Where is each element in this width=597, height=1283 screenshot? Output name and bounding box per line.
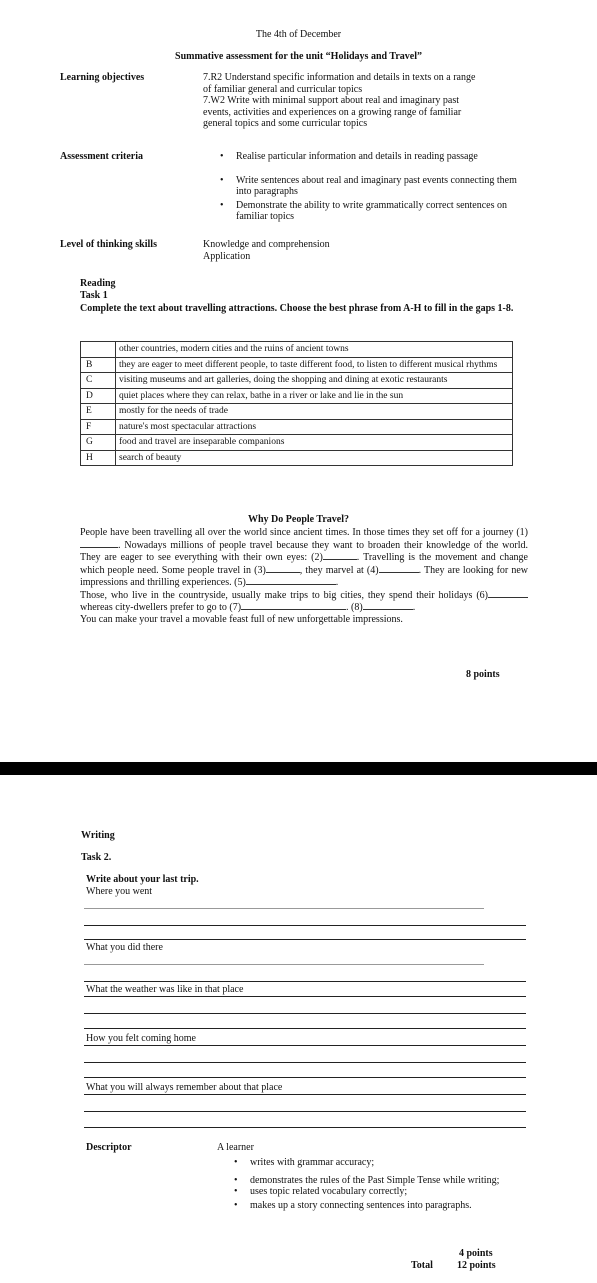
answer-line[interactable] [84, 1045, 526, 1046]
prompt-what-you-did: What you did there [86, 942, 163, 953]
criteria-item: • Write sentences about real and imaginary past events connecting them into paragraphs [220, 175, 520, 198]
answer-line[interactable] [84, 1013, 526, 1014]
task2-points: 4 points [459, 1248, 493, 1259]
descriptor-item: • uses topic related vocabulary correctly; [234, 1186, 504, 1198]
text-segment: . (8) [346, 602, 363, 613]
reading-heading: Reading [80, 278, 116, 289]
answer-line[interactable] [84, 996, 526, 997]
task1-points: 8 points [466, 669, 500, 680]
answer-line[interactable] [84, 981, 526, 982]
descriptor-item: • writes with grammar accuracy; [234, 1157, 504, 1169]
option-row [81, 435, 513, 451]
assessment-title: Summative assessment for the unit “Holidays and Travel” [175, 51, 422, 62]
task2-instruction: Write about your last trip. [86, 874, 199, 885]
paragraph: You can make your travel a movable feast full of new unforgettable impressions. [80, 613, 403, 625]
task1-heading: Task 1 [80, 290, 108, 301]
text-segment: . Nowadays millions of people travel because they want to broaden their knowledge of the world. They are eager to see everything with their own eyes: (2) [80, 539, 528, 563]
paragraph [80, 589, 528, 614]
paragraph [80, 527, 528, 589]
text-segment: People have been travelling all over the world since ancient times. In those times they set off for a journey (1) [80, 527, 528, 538]
option-row [81, 388, 513, 404]
answer-line[interactable] [84, 964, 484, 965]
answer-line[interactable] [84, 908, 484, 909]
text-segment: . [335, 577, 339, 588]
reading-text [80, 527, 528, 625]
gap-4-field[interactable] [379, 564, 419, 573]
prompt-coming-home: How you felt coming home [86, 1033, 196, 1044]
option-row [81, 373, 513, 389]
objectives-text [203, 72, 523, 130]
gap-8-field[interactable] [363, 601, 413, 610]
total-points: 12 points [457, 1260, 496, 1271]
option-text: search of beauty [116, 450, 513, 466]
descriptor-intro: A learner [217, 1142, 254, 1153]
gap-7-field[interactable] [241, 601, 346, 610]
prompt-where-you-went: Where you went [86, 886, 153, 897]
option-letter: H [81, 450, 116, 466]
objective-line: of familiar general and curricular topics [203, 83, 363, 95]
text-segment: whereas city-dwellers prefer to go to (7) [80, 602, 242, 613]
answer-line[interactable] [84, 925, 526, 926]
answer-line[interactable] [84, 1062, 526, 1063]
descriptor-item: • demonstrates the rules of the Past Simple Tense while writing; [234, 1175, 504, 1187]
option-text: food and travel are inseparable companions [116, 435, 513, 451]
criteria-list [220, 151, 520, 223]
option-row [81, 404, 513, 420]
answer-line[interactable] [84, 1028, 526, 1029]
descriptor-list [234, 1157, 504, 1211]
answer-line[interactable] [84, 1094, 526, 1095]
thinking-level: Knowledge and comprehension [203, 239, 330, 250]
text-segment: , they marvel at (4) [299, 564, 379, 576]
task2-heading: Task 2. [81, 852, 112, 863]
criteria-label: Assessment criteria [60, 151, 144, 162]
option-letter: B [81, 357, 116, 373]
objective-line: general topics and some curricular topics [203, 118, 368, 129]
option-letter: G [81, 435, 116, 451]
objective-line: 7.R2 Understand specific information and details in texts on a range [203, 72, 476, 83]
option-letter: C [81, 373, 116, 389]
answer-line[interactable] [84, 939, 526, 940]
answer-line[interactable] [84, 1077, 526, 1078]
criteria-item: • Realise particular information and details in reading passage [220, 151, 520, 163]
option-letter: D [81, 388, 116, 404]
date-heading: The 4th of December [255, 29, 342, 40]
criteria-item: • Demonstrate the ability to write grammatically correct sentences on familiar topics [220, 200, 520, 223]
gap-1-field[interactable] [80, 539, 118, 548]
option-text: they are eager to meet different people, to taste different food, to listen to different musical rhythms [116, 357, 513, 373]
objective-line: events, activities and experiences on a growing range of familiar [203, 106, 462, 118]
prompt-remember: What you will always remember about that place [86, 1082, 283, 1093]
thinking-label: Level of thinking skills [60, 239, 157, 250]
gap-2-field[interactable] [323, 551, 357, 560]
task1-instruction: Complete the text about travelling attractions. Choose the best phrase from A-H to fill in the gaps 1-8. [80, 303, 514, 314]
text-segment: . Travelling is the movement and change which people need. Some people travel in (3) [80, 552, 528, 576]
option-letter: F [81, 419, 116, 435]
objective-line: 7.W2 Write with minimal support about real and imaginary past [203, 95, 460, 106]
option-text: quiet places where they can relax, bathe in a river or lake and lie in the sun [116, 388, 513, 404]
objectives-label: Learning objectives [60, 72, 145, 83]
option-letter: E [81, 404, 116, 420]
text-segment: . [412, 602, 416, 613]
option-row [81, 419, 513, 435]
worksheet-page-2 [0, 775, 597, 1283]
gap-3-field[interactable] [266, 564, 300, 573]
descriptor-item: • makes up a story connecting sentences into paragraphs. [234, 1200, 504, 1212]
gap-5-field[interactable] [246, 576, 336, 585]
answer-line[interactable] [84, 1127, 526, 1128]
thinking-level: Application [203, 250, 251, 262]
phrase-options-table [80, 341, 513, 466]
option-row [81, 450, 513, 466]
thinking-levels [203, 239, 330, 262]
option-row [81, 342, 513, 358]
writing-heading: Writing [81, 830, 115, 841]
total-label: Total [411, 1260, 433, 1271]
option-row [81, 357, 513, 373]
text-segment: Those, who live in the countryside, usually make trips to big cities, they spend their holidays (6) [80, 589, 488, 601]
option-text: mostly for the needs of trade [116, 404, 513, 420]
prompt-weather: What the weather was like in that place [86, 984, 244, 995]
reading-text-title: Why Do People Travel? [247, 514, 349, 525]
gap-6-field[interactable] [488, 589, 528, 598]
option-text: nature's most spectacular attractions [116, 419, 513, 435]
answer-line[interactable] [84, 1111, 526, 1112]
descriptor-label: Descriptor [86, 1142, 132, 1153]
option-letter [81, 342, 116, 358]
option-text: visiting museums and art galleries, doing the shopping and dining at exotic restaurants [116, 373, 513, 389]
option-text: other countries, modern cities and the ruins of ancient towns [116, 342, 513, 358]
text-segment: . They are looking for new impressions and thrilling experiences. (5) [80, 564, 529, 588]
